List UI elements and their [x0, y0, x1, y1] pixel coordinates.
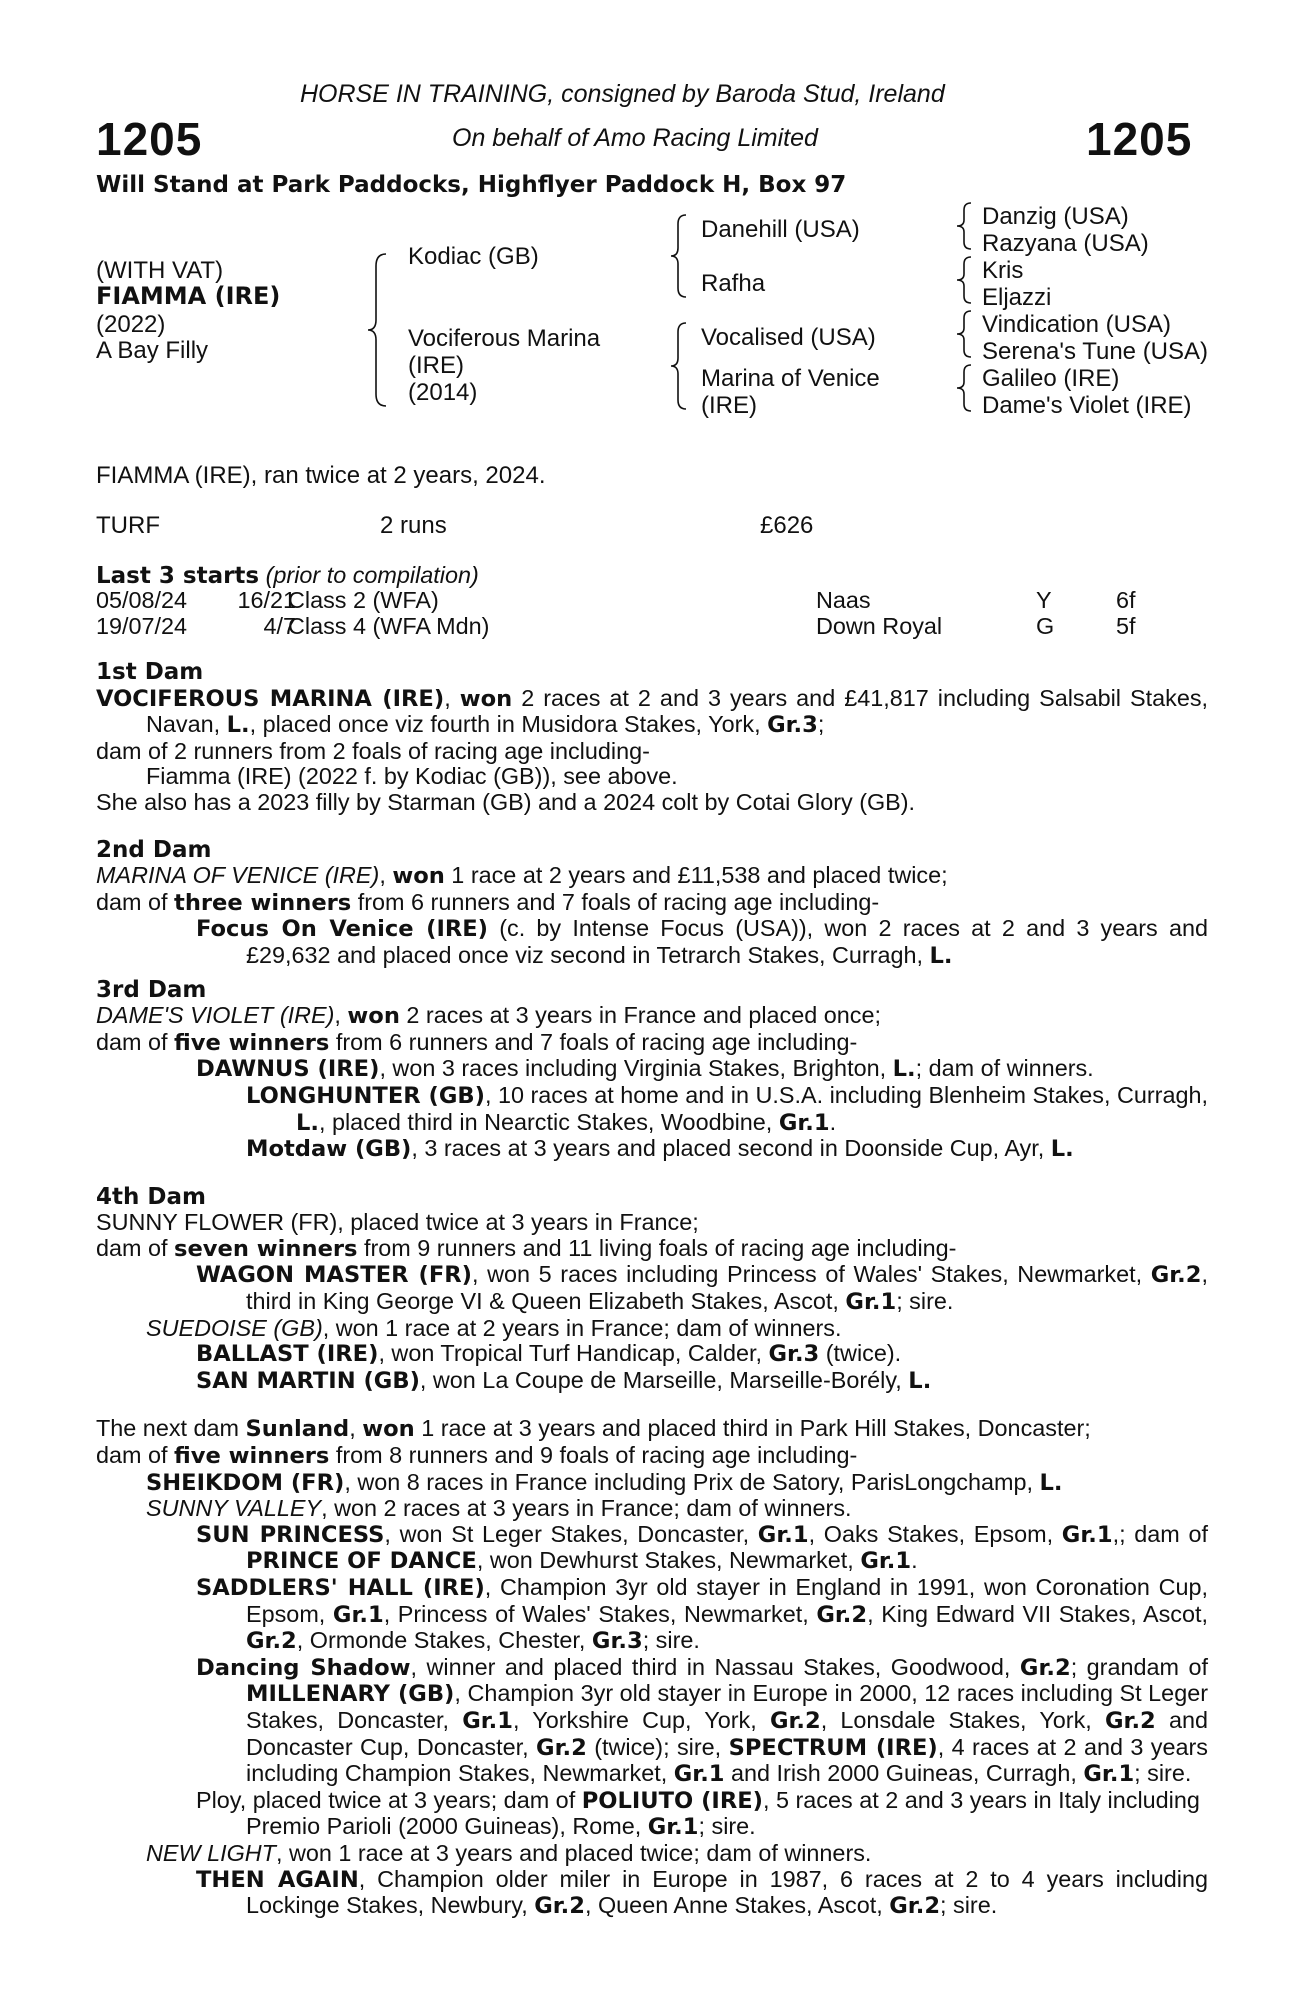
won: won — [459, 685, 513, 712]
start-position: 16/21 — [237, 587, 296, 613]
text: (c. by Intense Focus (USA)), won 2 races at 2 and 3 years and £29,632 and placed once viz second in Tetrarch Stakes, Curragh, — [246, 915, 1208, 968]
fourth-dam-produce-line — [96, 1236, 1208, 1263]
race-grade: L. — [892, 1056, 916, 1083]
pedigree-brace-sire — [668, 212, 688, 300]
text: ; sire. — [698, 1813, 756, 1840]
race-grade: L. — [296, 1109, 319, 1136]
progeny-name: PRINCE OF DANCE — [246, 1548, 477, 1575]
fourth-dam-record: SUNNY FLOWER (FR), placed twice at 3 years in France; — [96, 1209, 699, 1236]
progeny-name: LONGHUNTER (GB) — [246, 1082, 485, 1109]
next-dam-grandprogeny-sun-princess — [96, 1522, 1208, 1575]
text: The next dam — [96, 1415, 246, 1442]
text: 1 race at 2 years and £11,538 and placed twice; — [444, 862, 948, 889]
horse-name: FIAMMA (IRE) — [96, 282, 281, 310]
race-grade: Gr.1 — [462, 1707, 513, 1734]
start-race: Class 2 (WFA) — [288, 587, 439, 613]
text: , 4 races at 2 and 3 years including Champion Stakes, Newmarket, — [246, 1733, 1208, 1787]
text: , King Edward VII Stakes, Ascot, — [867, 1600, 1209, 1627]
race-grade: Gr.1 — [845, 1289, 897, 1316]
start-distance: 5f — [1116, 613, 1136, 639]
pedigree-sire-dam: Rafha — [701, 270, 766, 297]
text: , won 1 race at 3 years and placed twice; dam of winners. — [275, 1839, 872, 1866]
next-dam-grandprogeny-dancing-shadow — [96, 1655, 1208, 1788]
horse-year: (2022) — [96, 311, 166, 338]
first-dam-record — [96, 686, 1208, 739]
text: , won St Leger Stakes, Doncaster, — [384, 1520, 758, 1547]
text: , placed once viz fourth in Musidora Stakes, York, — [249, 711, 768, 738]
race-grade: L. — [226, 712, 250, 739]
turf-earnings: £626 — [760, 512, 814, 539]
won: won — [392, 863, 445, 890]
first-dam-heading: 1st Dam — [96, 659, 204, 685]
pedigree-dam-dam-line2: (IRE) — [701, 392, 757, 419]
pedigree-sire: Kodiac (GB) — [408, 243, 539, 270]
pedigree-ssd: Razyana (USA) — [982, 230, 1149, 257]
progeny-name: THEN AGAIN — [196, 1866, 359, 1893]
text: dam of — [96, 1028, 175, 1055]
race-grade: Gr.3 — [767, 712, 818, 739]
text: , Lonsdale Stakes, York, — [820, 1706, 1105, 1733]
text: ; sire. — [896, 1288, 954, 1315]
pedigree-sds: Kris — [982, 257, 1024, 284]
text: and Irish 2000 Guineas, Curragh, — [724, 1760, 1084, 1787]
pedigree-sire-sire: Danehill (USA) — [701, 216, 860, 243]
pedigree-dss: Vindication (USA) — [982, 311, 1171, 338]
dam-name: VOCIFEROUS MARINA (IRE) — [96, 685, 445, 712]
pedigree-brace-main — [364, 250, 388, 410]
race-grade: Gr.1 — [1083, 1761, 1135, 1788]
second-dam-produce-line — [96, 890, 1208, 917]
race-grade: Gr.2 — [536, 1734, 587, 1761]
fourth-dam-grandprogeny-ballast — [96, 1341, 1208, 1368]
text: from 6 runners and 7 foals of racing age including- — [329, 1028, 858, 1055]
text: , — [334, 1002, 348, 1029]
first-dam-progeny: Fiamma (IRE) (2022 f. by Kodiac (GB)), see above. — [146, 763, 678, 790]
progeny-name: WAGON MASTER (FR) — [196, 1262, 472, 1289]
pedigree-sss: Danzig (USA) — [982, 203, 1129, 230]
text: and Doncaster Cup, Doncaster, — [246, 1706, 1208, 1760]
text: ,; dam of — [1112, 1520, 1208, 1547]
text: Ploy, placed twice at 3 years; dam of — [196, 1786, 582, 1813]
first-dam-produce-line: dam of 2 runners from 2 foals of racing age including- — [96, 737, 650, 764]
text: . — [829, 1108, 837, 1135]
progeny-name: Motdaw (GB) — [246, 1136, 412, 1163]
start-course: Naas — [816, 587, 871, 613]
fourth-dam-progeny-wagon-master — [96, 1262, 1208, 1315]
first-dam-foals-note: She also has a 2023 filly by Starman (GB) and a 2024 colt by Cotai Glory (GB). — [96, 788, 916, 815]
progeny-name: BALLAST (IRE) — [196, 1341, 379, 1368]
text: , won Tropical Turf Handicap, Calder, — [378, 1340, 769, 1367]
progeny-name: SUNNY VALLEY — [146, 1495, 322, 1522]
on-behalf-line: On behalf of Amo Racing Limited — [452, 124, 818, 152]
horse-description: A Bay Filly — [96, 337, 209, 364]
winners-count: three winners — [174, 889, 352, 916]
text: , Ormonde Stakes, Chester, — [296, 1627, 592, 1654]
fourth-dam-progeny-suedoise — [96, 1316, 1208, 1342]
dam-name: DAME'S VIOLET (IRE) — [96, 1002, 335, 1029]
race-grade: L. — [1050, 1136, 1074, 1163]
next-dam-produce-line — [96, 1443, 1208, 1470]
text: , placed third in Nearctic Stakes, Woodbine, — [318, 1108, 779, 1135]
progeny-name: SAN MARTIN (GB) — [196, 1367, 420, 1394]
text: , 5 races at 2 and 3 years in Italy including Premio Parioli (2000 Guineas), Rome, — [246, 1786, 1200, 1840]
start-going: G — [1036, 613, 1055, 639]
text: , Yorkshire Cup, York, — [513, 1706, 770, 1733]
text: ; sire. — [1134, 1760, 1192, 1787]
second-dam-record — [96, 863, 1208, 890]
progeny-name: SUEDOISE (GB) — [146, 1314, 323, 1341]
race-grade: Gr.2 — [769, 1707, 821, 1734]
pedigree-dam-dam-line1: Marina of Venice — [701, 365, 880, 392]
text: ; dam of winners. — [915, 1055, 1094, 1082]
text: 1 race at 3 years and placed third in Park Hill Stakes, Doncaster; — [414, 1415, 1091, 1442]
race-grade: Gr.1 — [778, 1109, 830, 1136]
text: ; sire. — [642, 1627, 700, 1654]
race-grade: Gr.1 — [860, 1548, 912, 1575]
turf-runs: 2 runs — [380, 512, 447, 539]
text: , Champion 3yr old stayer in England in 1991, won Coronation Cup, Epsom, — [246, 1574, 1208, 1627]
text: , 3 races at 3 years and placed second in Doonside Cup, Ayr, — [411, 1135, 1051, 1162]
pedigree-brace-ds — [954, 308, 974, 360]
text: , won Dewhurst Stakes, Newmarket, — [476, 1547, 861, 1574]
pedigree-brace-sd — [954, 254, 974, 306]
vat-note: (WITH VAT) — [96, 257, 224, 284]
race-grade: Gr.2 — [1150, 1262, 1202, 1289]
winners-count: seven winners — [174, 1235, 358, 1262]
progeny-name: SADDLERS' HALL (IRE) — [196, 1575, 485, 1601]
text: ; grandam of — [1070, 1653, 1208, 1680]
text: from 9 runners and 11 living foals of racing age including- — [357, 1234, 957, 1261]
text: , won 3 races including Virginia Stakes, Brighton, — [379, 1055, 893, 1082]
race-grade: L. — [929, 942, 953, 969]
next-dam-progeny-sheikdom — [96, 1470, 1208, 1497]
progeny-name: SHEIKDOM (FR) — [146, 1469, 345, 1496]
progeny-name: DAWNUS (IRE) — [196, 1056, 380, 1083]
pedigree-dam-line3: (2014) — [408, 379, 478, 406]
next-dam-record — [96, 1416, 1208, 1443]
race-grade: L. — [908, 1367, 932, 1394]
race-grade: Gr.2 — [1104, 1707, 1156, 1734]
winners-count: five winners — [174, 1029, 330, 1056]
dam-name: MARINA OF VENICE (IRE) — [96, 862, 380, 889]
text: , Oaks Stakes, Epsom, — [808, 1520, 1062, 1547]
fourth-dam-grandprogeny-san-martin — [96, 1368, 1208, 1395]
pedigree-brace-dam — [668, 320, 688, 412]
text: , winner and placed third in Nassau Stakes, Goodwood, — [410, 1653, 1020, 1680]
pedigree-dds: Galileo (IRE) — [982, 365, 1120, 392]
text: , — [379, 862, 393, 889]
turf-surface: TURF — [96, 512, 160, 539]
start-distance: 6f — [1116, 587, 1136, 613]
text: dam of — [96, 1442, 175, 1469]
progeny-name: MILLENARY (GB) — [246, 1681, 455, 1708]
race-grade: L. — [1039, 1469, 1063, 1496]
text: , Queen Anne Stakes, Ascot, — [584, 1892, 890, 1919]
race-grade: Gr.1 — [673, 1761, 725, 1788]
text: dam of — [96, 1234, 175, 1261]
last-starts-title: Last 3 starts — [96, 563, 260, 589]
won: won — [347, 1003, 400, 1030]
pedigree-dam-line2: (IRE) — [408, 352, 464, 379]
second-dam-progeny — [96, 916, 1208, 969]
text: (twice); sire, — [586, 1733, 729, 1760]
pedigree-dam-line1: Vociferous Marina — [408, 325, 601, 352]
text: , — [349, 1415, 363, 1442]
race-grade: Gr.1 — [332, 1601, 384, 1628]
third-dam-record — [96, 1003, 1208, 1030]
next-dam-progeny-sunny-valley — [96, 1496, 1208, 1522]
progeny-name: POLIUTO (IRE) — [581, 1787, 763, 1814]
race-grade: Gr.1 — [757, 1521, 809, 1548]
text: , — [444, 684, 460, 711]
race-grade: Gr.3 — [591, 1628, 643, 1655]
text: 2 races at 3 years in France and placed once; — [399, 1002, 881, 1029]
race-grade: Gr.2 — [534, 1893, 585, 1920]
pedigree-ddd: Dame's Violet (IRE) — [982, 392, 1192, 419]
text: , won 8 races in France including Prix de Satory, ParisLongchamp, — [344, 1468, 1040, 1495]
lot-number-left: 1205 — [96, 113, 203, 165]
produce-record — [96, 660, 1208, 1920]
progeny-name: Focus On Venice (IRE) — [196, 916, 489, 943]
race-grade: Gr.2 — [1019, 1654, 1071, 1681]
start-going: Y — [1036, 587, 1052, 613]
text: , Princess of Wales' Stakes, Newmarket, — [383, 1600, 817, 1627]
text: , won 1 race at 2 years in France; dam of winners. — [322, 1314, 842, 1341]
text: dam of — [96, 888, 175, 915]
third-dam-heading: 3rd Dam — [96, 976, 207, 1003]
third-dam-produce-line — [96, 1030, 1208, 1057]
text: . — [911, 1547, 918, 1574]
race-grade: Gr.1 — [647, 1814, 699, 1841]
pedigree-dam-sire: Vocalised (USA) — [701, 324, 876, 351]
text: , third in King George VI & Queen Elizabeth Stakes, Ascot, — [246, 1261, 1208, 1315]
start-date: 19/07/24 — [96, 613, 188, 639]
race-summary: FIAMMA (IRE), ran twice at 2 years, 2024. — [96, 462, 546, 489]
text: , Champion 3yr old stayer in Europe in 2000, 12 races including St Leger Stakes, Doncaster, — [246, 1680, 1209, 1733]
text: , won La Coupe de Marseille, Marseille-Borély, — [419, 1366, 909, 1393]
start-course: Down Royal — [816, 613, 943, 639]
race-grade: Gr.1 — [1061, 1521, 1113, 1548]
winners-count: five winners — [174, 1443, 330, 1470]
text: (twice). — [819, 1340, 902, 1367]
next-dam-progeny-new-light — [96, 1841, 1208, 1867]
progeny-name: SUN PRINCESS — [196, 1521, 385, 1548]
text: , won 2 races at 3 years in France; dam of winners. — [321, 1495, 852, 1522]
race-grade: Gr.3 — [768, 1341, 820, 1368]
last-starts-note: (prior to compilation) — [265, 562, 479, 588]
lot-number-right: 1205 — [1086, 113, 1193, 165]
next-dam-grandprogeny-ploy — [96, 1788, 1208, 1841]
consignor-line: HORSE IN TRAINING, consigned by Baroda Stud, Ireland — [300, 80, 945, 108]
third-dam-progeny-dawnus — [96, 1056, 1208, 1083]
pedigree-sdd: Eljazzi — [982, 284, 1052, 311]
start-race: Class 4 (WFA Mdn) — [288, 613, 490, 639]
start-position: 4/7 — [263, 613, 296, 639]
race-grade: Gr.2 — [889, 1893, 941, 1920]
next-dam-grandprogeny-then-again — [96, 1867, 1208, 1920]
text: , Champion older miler in Europe in 1987, 6 races at 2 to 4 years including Lockinge Stakes, Newbury, — [246, 1865, 1208, 1919]
progeny-name: Dancing Shadow — [196, 1654, 411, 1681]
next-dam-grandprogeny-saddlers-hall — [96, 1575, 1208, 1655]
pedigree-brace-ss — [954, 200, 974, 252]
second-dam-heading: 2nd Dam — [96, 836, 212, 863]
pedigree-brace-dd — [954, 362, 974, 414]
text: from 6 runners and 7 foals of racing age including- — [351, 888, 880, 915]
dam-name: Sunland — [245, 1416, 350, 1443]
fourth-dam-heading: 4th Dam — [96, 1183, 206, 1210]
stand-location: Will Stand at Park Paddocks, Highflyer Paddock H, Box 97 — [96, 172, 847, 198]
progeny-name: NEW LIGHT — [146, 1839, 276, 1866]
won: won — [362, 1416, 415, 1443]
progeny-name: SPECTRUM (IRE) — [728, 1734, 938, 1761]
text: , 10 races at home and in U.S.A. including Blenheim Stakes, Curragh, — [484, 1081, 1208, 1108]
text: ; — [817, 711, 825, 738]
start-date: 05/08/24 — [96, 587, 188, 613]
third-dam-grandprogeny-motdaw — [96, 1136, 1208, 1163]
text: ; sire. — [940, 1892, 998, 1919]
pedigree-dsd: Serena's Tune (USA) — [982, 338, 1209, 365]
text: , won 5 races including Princess of Wales' Stakes, Newmarket, — [472, 1261, 1151, 1288]
race-grade: Gr.2 — [246, 1628, 297, 1655]
text: 2 races at 2 and 3 years and £41,817 including Salsabil Stakes, Navan, — [146, 684, 1209, 738]
third-dam-grandprogeny-longhunter — [96, 1083, 1208, 1136]
last-starts-heading — [96, 562, 479, 589]
race-grade: Gr.2 — [816, 1601, 868, 1628]
text: from 8 runners and 9 foals of racing age including- — [329, 1442, 858, 1469]
